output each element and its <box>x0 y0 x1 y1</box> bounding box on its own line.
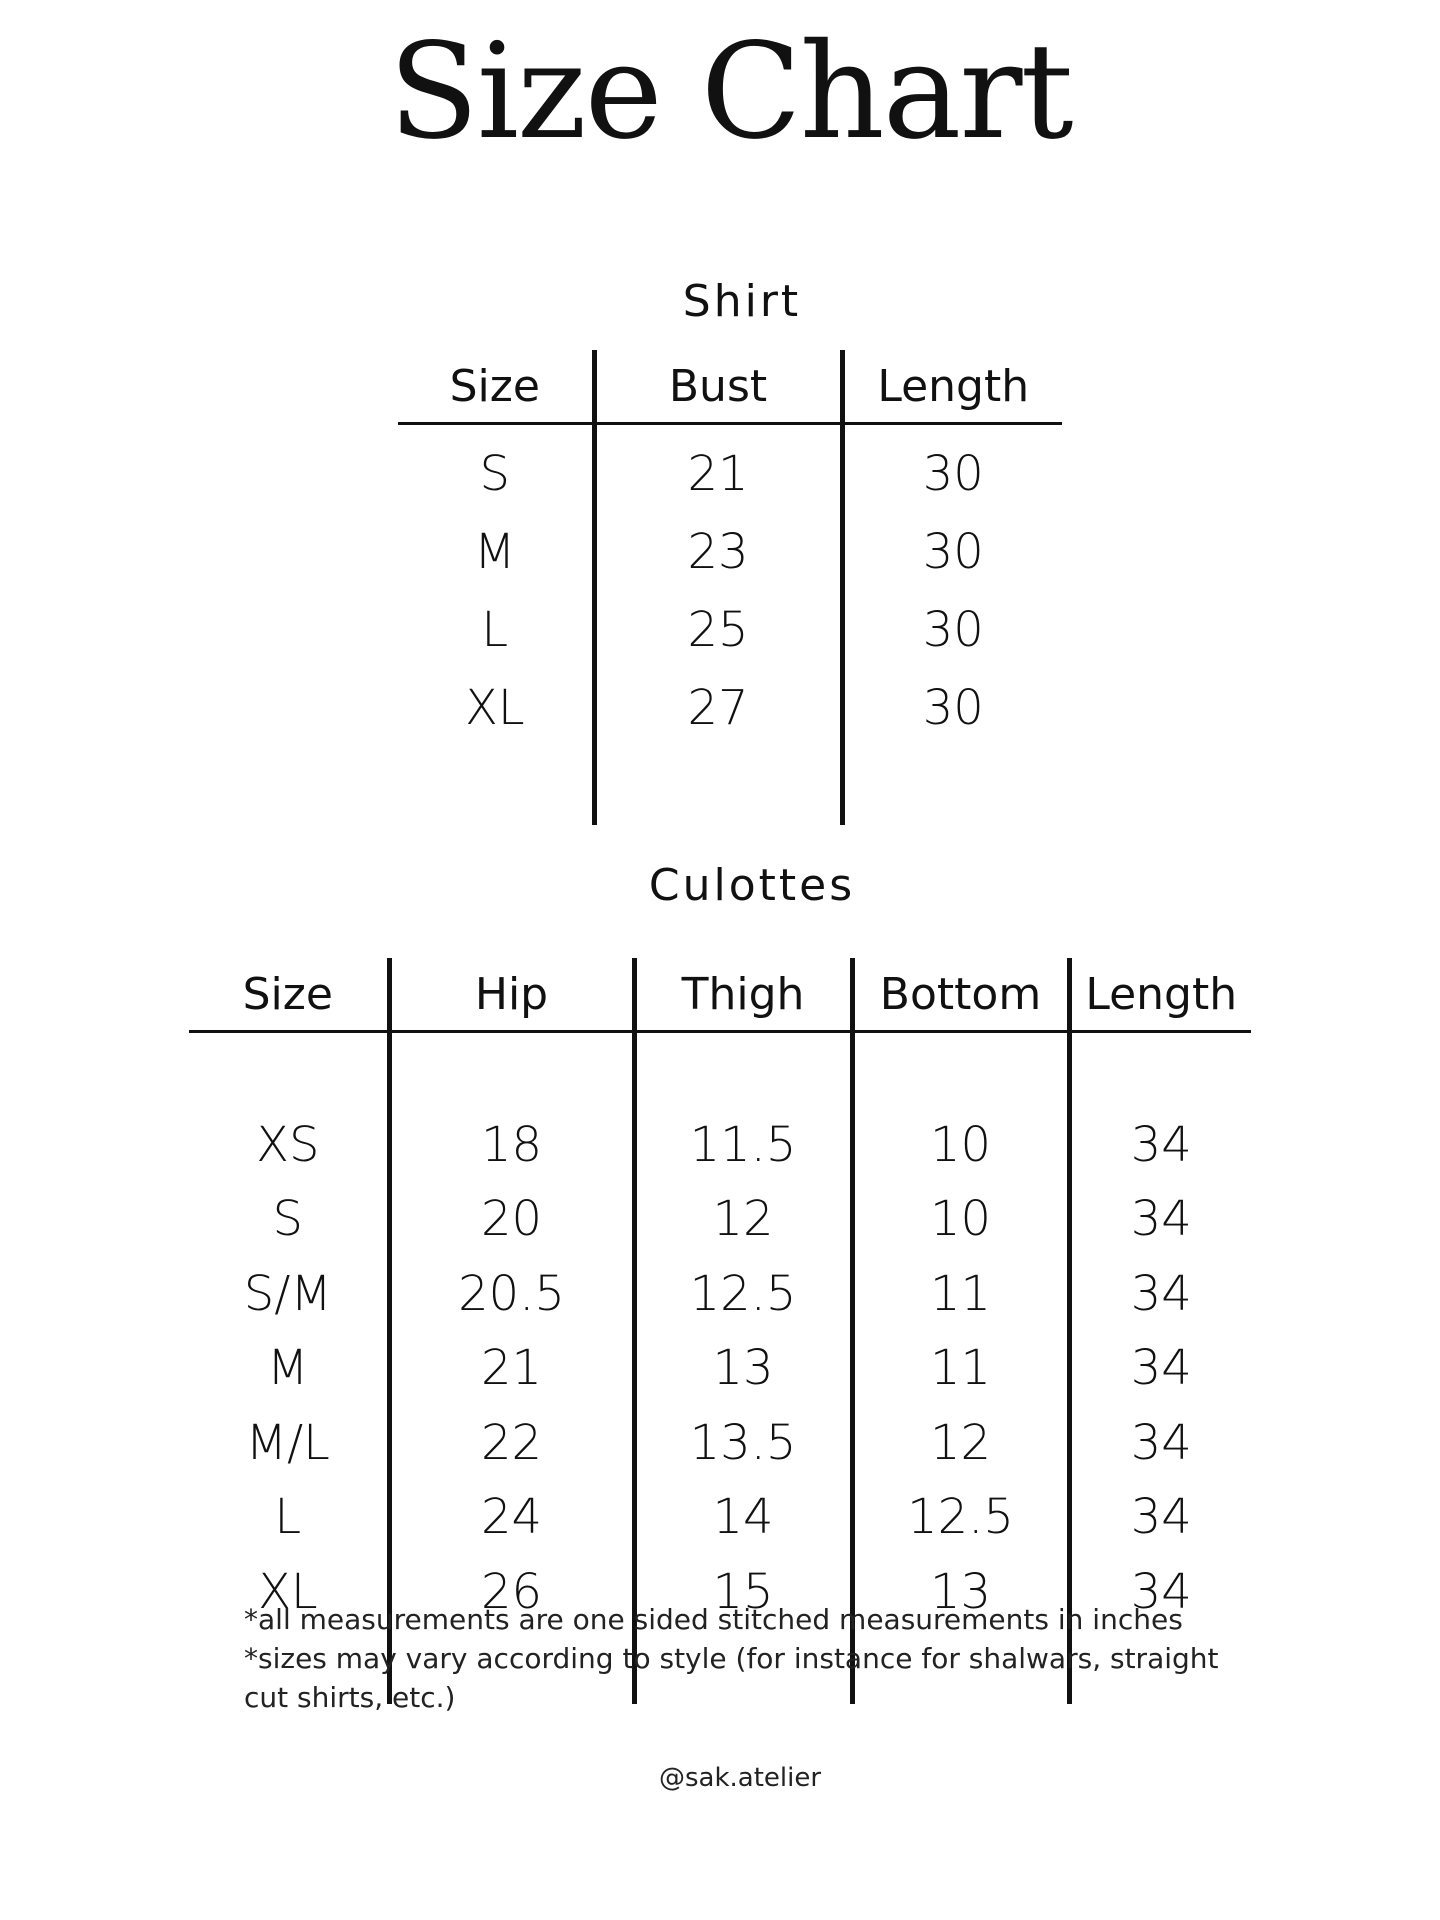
footnote-size-variation: *sizes may vary according to style (for instance for shalwars, straight cut shirts, etc.) <box>244 1642 1219 1714</box>
culottes-header-thigh: Thigh <box>634 958 852 1032</box>
culottes-cell-size: S <box>272 1191 303 1248</box>
table-row <box>189 1257 1251 1332</box>
shirt-cell-size: XL <box>464 680 525 736</box>
culottes-cell-length: 34 <box>1069 1257 1251 1332</box>
culottes-cell-bottom: 10 <box>852 1182 1069 1257</box>
table-row <box>398 669 1062 747</box>
shirt-cell-size: S <box>479 446 510 502</box>
culottes-header-bottom: Bottom <box>852 958 1069 1032</box>
culottes-header-hip: Hip <box>389 958 634 1032</box>
footnotes <box>244 1600 1264 1717</box>
culottes-cell-size: M <box>267 1340 309 1397</box>
shirt-cell-length: 30 <box>842 513 1062 591</box>
shirt-header-bust: Bust <box>594 350 842 424</box>
culottes-cell-size: XS <box>256 1116 320 1173</box>
shirt-cell-bust: 27 <box>594 669 842 747</box>
shirt-header-length: Length <box>842 350 1062 424</box>
culottes-cell-bottom: 10 <box>852 1108 1069 1183</box>
culottes-cell-hip: 18 <box>389 1108 634 1183</box>
culottes-header-row <box>189 958 1251 1032</box>
table-row <box>398 435 1062 513</box>
culottes-cell-size: XL <box>257 1563 318 1620</box>
culottes-cell-thigh: 12 <box>634 1182 852 1257</box>
culottes-cell-hip: 26 <box>389 1555 634 1630</box>
culottes-cell-size: M/L <box>245 1414 330 1471</box>
culottes-cell-bottom: 12 <box>852 1406 1069 1481</box>
culottes-cell-length: 34 <box>1069 1108 1251 1183</box>
shirt-cell-size: M <box>474 524 516 580</box>
culottes-cell-length: 34 <box>1069 1182 1251 1257</box>
brand-handle: @sak.atelier <box>658 1763 822 1793</box>
shirt-cell-length: 30 <box>842 669 1062 747</box>
culottes-header-length: Length <box>1069 958 1251 1032</box>
culottes-cell-length: 34 <box>1069 1406 1251 1481</box>
culottes-cell-hip: 20.5 <box>389 1257 634 1332</box>
culottes-cell-thigh: 11.5 <box>634 1108 852 1183</box>
shirt-header-size: Size <box>398 350 594 424</box>
culottes-cell-thigh: 15 <box>634 1555 852 1630</box>
table-row <box>398 513 1062 591</box>
shirt-size-table <box>398 350 1062 825</box>
shirt-section-title: Shirt <box>682 276 802 327</box>
culottes-cell-thigh: 14 <box>634 1480 852 1555</box>
table-row <box>189 1108 1251 1183</box>
culottes-cell-hip: 22 <box>389 1406 634 1481</box>
footnote-measurements: *all measurements are one sided stitched measurements in inches <box>244 1603 1183 1636</box>
culottes-cell-thigh: 13.5 <box>634 1406 852 1481</box>
culottes-header-size: Size <box>189 958 389 1032</box>
culottes-cell-hip: 21 <box>389 1331 634 1406</box>
shirt-cell-bust: 21 <box>594 435 842 513</box>
shirt-cell-bust: 25 <box>594 591 842 669</box>
shirt-cell-length: 30 <box>842 435 1062 513</box>
table-row <box>189 1406 1251 1481</box>
culottes-cell-size: L <box>274 1489 302 1546</box>
culottes-cell-thigh: 12.5 <box>634 1257 852 1332</box>
culottes-cell-bottom: 12.5 <box>852 1480 1069 1555</box>
table-row <box>189 1331 1251 1406</box>
culottes-size-table <box>189 958 1251 1704</box>
page-title: Size Chart <box>388 15 1072 169</box>
culottes-cell-size: S/M <box>243 1265 332 1322</box>
shirt-cell-bust: 23 <box>594 513 842 591</box>
shirt-cell-length: 30 <box>842 591 1062 669</box>
culottes-cell-length: 34 <box>1069 1480 1251 1555</box>
culottes-cell-bottom: 11 <box>852 1257 1069 1332</box>
culottes-cell-bottom: 13 <box>852 1555 1069 1630</box>
table-row <box>189 1182 1251 1257</box>
culottes-section-title: Culottes <box>648 860 856 911</box>
culottes-cell-hip: 20 <box>389 1182 634 1257</box>
culottes-cell-thigh: 13 <box>634 1331 852 1406</box>
culottes-cell-length: 34 <box>1069 1555 1251 1630</box>
shirt-header-row <box>398 350 1062 424</box>
culottes-cell-bottom: 11 <box>852 1331 1069 1406</box>
table-row <box>398 591 1062 669</box>
culottes-cell-length: 34 <box>1069 1331 1251 1406</box>
culottes-cell-hip: 24 <box>389 1480 634 1555</box>
shirt-cell-size: L <box>481 602 509 658</box>
table-row <box>189 1480 1251 1555</box>
